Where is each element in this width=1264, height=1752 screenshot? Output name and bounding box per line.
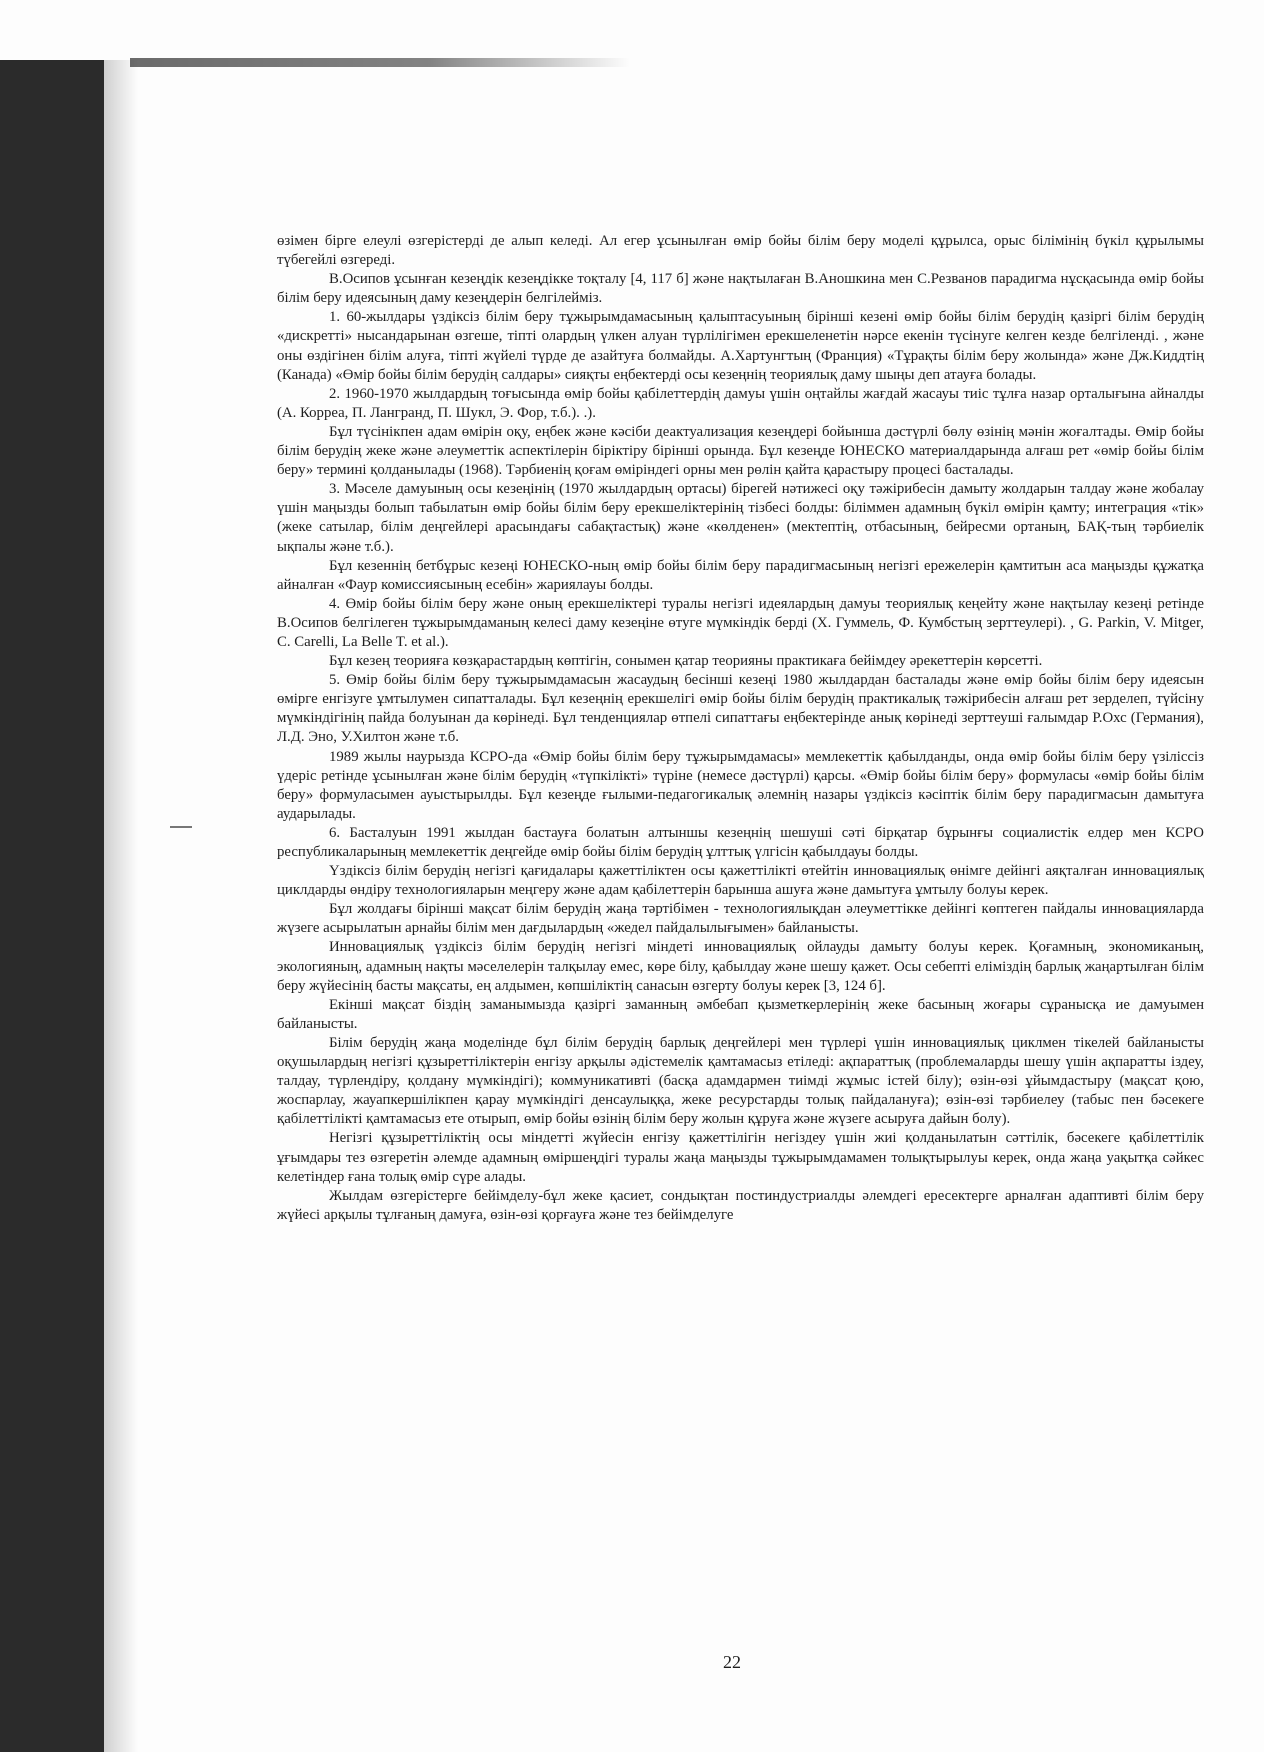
paragraph: Жылдам өзгерістерге бейімделу-бұл жеке қасиет, сондықтан постиндустриалды әлемдегі ересектерге арналған адаптивті білім беру жүйесі арқылы тұлғаның дамуға, өзін-өзі қорғауға және тез бейімделуге xyxy=(277,1187,1204,1223)
paragraph: 6. Басталуын 1991 жылдан бастауға болатын алтыншы кезеңнің шешуші сәті бірқатар бұрынғы социалистік елдер мен КСРО республикаларының мемлекеттік деңгейде өмір бойы білім берудің ұлттық үлгісін қабылдауы болды. xyxy=(277,824,1204,860)
page-body xyxy=(277,232,1204,1225)
paragraph: Инновациялық үздіксіз білім берудің негізгі міндеті инновациялық ойлауды дамыту болуы керек. Қоғамның, экономиканың, экологияның, адамның нақты мәселелерін талқылау емес, көре білу, қабылдау және шешу қажет. Осы себепті еліміздің барлық жаңартылған білім беру жүйесінің басты мақсаты, ең алдымен, көпшіліктің санасын өзгерту болуы керек [3, 124 б]. xyxy=(277,939,1204,994)
paragraph: 5. Өмір бойы білім беру тұжырымдамасын жасаудың бесінші кезеңі 1980 жылдардан басталады және өмір бойы білім беру идеясын өмірге енгізуге ұмтылумен сипатталады. Бұл кезеңнің ерекшелігі өмір бойы білім берудің практикалық тәжірибесін алғаш рет зерделеп, түйсіну мүмкіндігінің пайда болуынан да көрінеді. Бұл тенденциялар өтпелі сипаттағы еңбектерінде анық көрінеді зерттеуші ғалымдар Р.Охс (Германия), Л.Д. Эно, У.Хилтон және т.б. xyxy=(277,672,1204,746)
paragraph: Бұл түсінікпен адам өмірін оқу, еңбек және кәсіби деактуализация кезеңдері бойынша дәстүрлі бөлу өзінің мәнін жоғалтады. Өмір бойы білім берудің жеке және әлеуметтік аспектілерін біріктіру бірінші орында. Бұл кезеңде ЮНЕСКО материалдарында алғаш рет «өмір бойы білім беру» термині қолданылады (1968). Тәрбиенің қоғам өміріндегі орны мен рөлін қайта қарастыру процесі басталады. xyxy=(277,423,1204,479)
paragraph: 3. Мәселе дамуының осы кезеңінің (1970 жылдардың ортасы) бірегей нәтижесі оқу тәжірибесін дамыту жолдарын талдау және жобалау үшін маңызды болып табылатын өмір бойы білім беру ерекшеліктерінің тізбесі болды: біліммен адамның бүкіл өмірін қамту; интеграция «тік» (жеке сатылар, білім деңгейлері арасындағы сабақтастық) және «көлденен» (мектептің, отбасының, бейресми ортаның, БАҚ-тың тәрбиелік ықпалы және т.б.). xyxy=(277,481,1204,555)
paragraph: Білім берудің жаңа моделінде бұл білім берудің барлық деңгейлері мен түрлері үшін инновациялық циклмен тікелей байланысты оқушылардың негізгі құзыреттіліктерін енгізу арқылы әдістемелік қамтамасыз етіледі: ақпараттық (проблемаларды шешу үшін ақпаратты іздеу, талдау, түрлендіру, қолдану мүмкіндігі); коммуникативті (басқа адамдармен тиімді жұмыс істей білу); өзін-өзі ұйымдастыру (мақсат қою, жоспарлау, жауапкершілікпен қарау мүмкіндігі денсаулыққа, жеке ресурстарды толық пайдалануға); өзін-өзі тәрбиелеу (табыс пен бәсекеге қабілеттілікті қамтамасыз ете отырып, өмір бойы өзінің білім беру жолын құруға және жүзеге асыруға дайын болу). xyxy=(277,1034,1204,1128)
paragraph: 1. 60-жылдары үздіксіз білім беру тұжырымдамасының қалыптасуының бірінші кезені өмір бойы білім берудің қазіргі білім берудің «дискретті» нысандарынан өзгеше, тіпті олардың үлкен алуан түрлілігімен ерекшеленетін нәрсе екенін түсінуге келген кезде белгіленді. , және оны өздігінен білім алуға, тіпті жүйелі түрде де азайтуға болмайды. А.Хартунгтың (Франция) «Тұрақты білім беру жолында» және Дж.Киддтің (Канада) «Өмір бойы білім берудің салдары» сияқты еңбектерді осы кезеңнің теориялық даму шыңы деп атауға болады. xyxy=(277,309,1204,383)
paragraph: Негізгі құзыреттіліктің осы міндетті жүйесін енгізу қажеттілігін негіздеу үшін жиі қолданылатын сәттілік, бәсекеге қабілеттілік ұғымдары тез өзгеретін әлемде адамның өміршеңдігі туралы жаңа маңызды тұжырымдамамен толықтырылуы керек, онда жаңа уақытқа сәйкес келетіндер ғана толық өмір сүре алады. xyxy=(277,1130,1204,1185)
margin-mark xyxy=(170,826,192,828)
paragraph: Екінші мақсат біздің заманымызда қазіргі заманның әмбебап қызметкерлерінің жеке басының жоғары сұранысқа ие дамуымен байланысты. xyxy=(277,996,1204,1032)
scan-edge-top xyxy=(130,58,630,67)
paragraph: В.Осипов ұсынған кезеңдік кезеңдікке тоқталу [4, 117 б] және нақтылаған В.Аношкина мен С.Резванов парадигма нұсқасында өмір бойы білім беру идеясының даму кезеңдерін белгілейміз. xyxy=(277,271,1204,307)
page-number: 22 xyxy=(723,1652,741,1672)
paragraph: Бұл жолдағы бірінші мақсат білім берудің жаңа тәртібімен - технологиялықдан әлеуметтікке дейінгі көптеген пайдалы инновацияларда жүзеге асырылатын арнайы білім мен дағдылардың «жедел пайдалылығымен» байланысты. xyxy=(277,901,1204,937)
paragraph: Бұл кезең теорияға көзқарастардың көптігін, сонымен қатар теорияны практикаға бейімдеу әрекеттерін көрсетті. xyxy=(329,653,1043,670)
paragraph: 1989 жылы наурызда КСРО-да «Өмір бойы білім беру тұжырымдамасы» мемлекеттік қабылданды, онда өмір бойы білім беру үзіліссіз үдеріс ретінде ұсынылған және білім берудің «түпкілікті» түріне (немесе дәстүрлі) қарсы. «Өмір бойы білім беру» формуласы «өмір бойы білім беру» формуласымен ауыстырылды. Бұл кезеңде ғылыми-педагогикалық әлемнің назары үздіксіз кәсіптік білім беру парадигмасын дамытуға аударылады. xyxy=(277,748,1204,822)
paragraph: өзімен бірге елеулі өзгерістерді де алып келеді. Ал егер ұсынылған өмір бойы білім беру моделі құрылса, орыс білімінің бүкіл құрылымы түбегейлі өзгереді. xyxy=(277,233,1204,269)
scan-edge-left xyxy=(0,60,104,1752)
scan-shadow xyxy=(104,60,138,1752)
paragraph: 4. Өмір бойы білім беру және оның ерекшеліктері туралы негізгі идеялардың дамуы теориялық кеңейту және нақтылау кезеңі ретінде В.Осипов белгілеген тұжырымдаманың келесі даму кезеңіне өтуге мүмкіндік берді (Х. Гуммель, Ф. Кумбстың зерттеулері). , G. Parkin, V. Mitger, C. Carelli, La Belle T. et al.). xyxy=(277,595,1204,650)
paragraph: 2. 1960-1970 жылдардың тоғысында өмір бойы қабілеттердің дамуы үшін оңтайлы жағдай жасауы тиіс тұлға назар орталығына айналды (А. Корреа, П. Лангранд, П. Шукл, Э. Фор, т.б.). .). xyxy=(277,385,1204,421)
paragraph: Үздіксіз білім берудің негізгі қағидалары қажеттіліктен осы қажеттілікті өтейтін инновациялық өнімге дейінгі аяқталған инновациялық циклдарды өндіру технологияларын меңгеру және адам қабілеттерін барынша ашуға және дамытуға ұмтылу болуы керек. xyxy=(277,863,1204,899)
paragraph: Бұл кезеннің бетбұрыс кезеңі ЮНЕСКО-ның өмір бойы білім беру парадигмасының негізгі ережелерін қамтитын аса маңызды құжатқа айналған «Фаур комиссиясының есебін» жариялауы болды. xyxy=(277,557,1204,593)
